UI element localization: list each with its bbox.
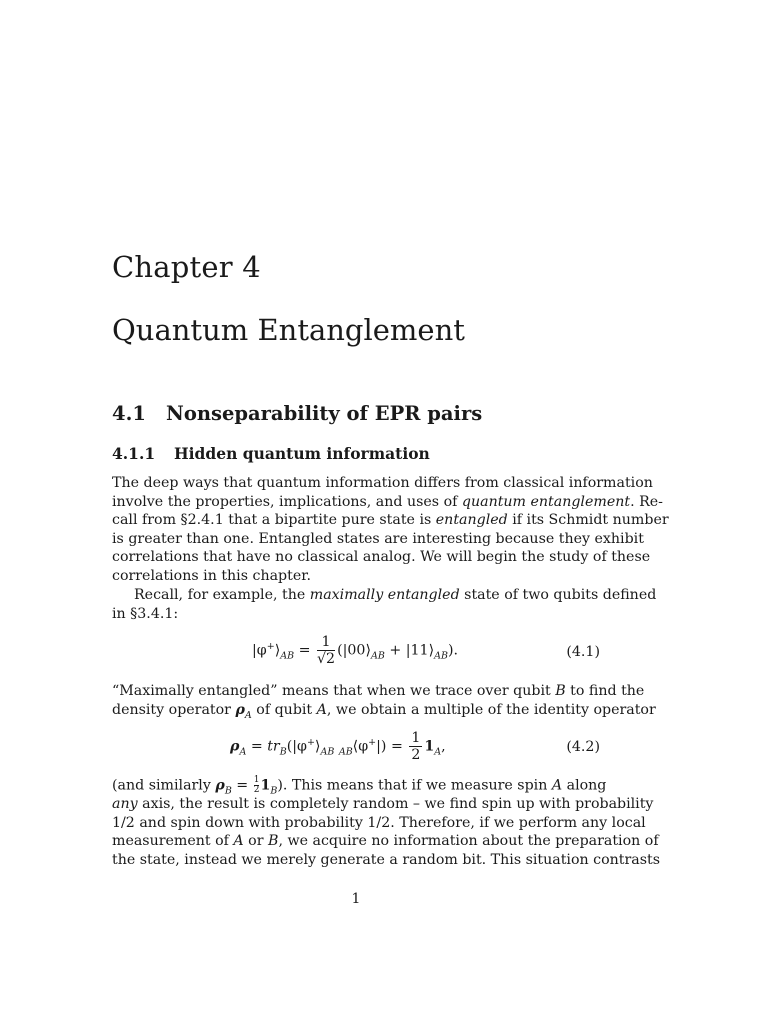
- fraction: $\frac{1}{2}$: [411, 730, 421, 763]
- equation-4-1: [112, 634, 600, 670]
- text-line: correlations in this chapter.: [112, 567, 311, 584]
- section-heading: [112, 402, 482, 425]
- subsection-heading: [112, 444, 430, 463]
- text-line: 1/2 and spin down with probability 1/2. Therefore, if we perform any local: [112, 814, 646, 831]
- text-line: (and similarly $\rho_B$ = $\frac{1}{2}$ $1_B$). This means that if we measure spin A along: [112, 775, 607, 797]
- text-line: density operator $\rho_A$ of qubit A, we obtain a multiple of the identity operator: [112, 701, 656, 721]
- paragraph-3: [112, 682, 656, 721]
- paragraph-1: [112, 474, 669, 585]
- fraction: $\frac{1}{√2}$: [317, 634, 336, 667]
- fraction: $\frac{1}{2}$: [253, 775, 260, 795]
- chapter-title: Quantum Entanglement: [112, 313, 465, 347]
- paragraph-2: [112, 586, 657, 623]
- text-line: call from §2.4.1 that a bipartite pure state is entangled if its Schmidt number: [112, 512, 669, 528]
- paragraph-4: [112, 775, 660, 869]
- equation-number: (4.1): [566, 644, 600, 660]
- text-line: any axis, the result is completely random – we find spin up with probability: [112, 796, 654, 812]
- equation-math: $|\varphi^+⟩_{AB}$ = $\frac{1}{√2}$ ($|00⟩_{AB}$ + $|11⟩_{AB}$).: [252, 634, 458, 667]
- subsection-number: 4.1.1: [112, 444, 156, 463]
- text-line: correlations that have no classical analog. We will begin the study of these: [112, 549, 651, 565]
- subsection-title: Hidden quantum information: [174, 444, 430, 463]
- equation-number: (4.2): [566, 739, 600, 755]
- equation-math: $\rho_A$ = $tr_B(|\varphi^+⟩_{AB}$ $_{AB}$⟨φ+|) = $\frac{1}{2}$ $1_A$,: [230, 730, 446, 763]
- text-line: is greater than one. Entangled states are interesting because they exhibit: [112, 530, 644, 547]
- text-line: The deep ways that quantum information differs from classical information: [112, 475, 653, 491]
- text-line: measurement of A or B, we acquire no information about the preparation of: [112, 833, 659, 849]
- chapter-label: Chapter 4: [112, 250, 261, 284]
- text-line: the state, instead we merely generate a random bit. This situation contrasts: [112, 851, 660, 868]
- text-line: in §3.4.1:: [112, 605, 179, 622]
- equation-4-2: [112, 730, 600, 766]
- page-number: 1: [351, 891, 361, 907]
- section-title: Nonseparability of EPR pairs: [166, 402, 483, 425]
- text-line: Recall, for example, the maximally entangled state of two qubits defined: [134, 587, 657, 603]
- text-line: “Maximally entangled” means that when we trace over qubit B to find the: [112, 683, 645, 699]
- section-number: 4.1: [112, 402, 146, 425]
- text-line: involve the properties, implications, and uses of quantum entanglement. Re-: [112, 493, 663, 510]
